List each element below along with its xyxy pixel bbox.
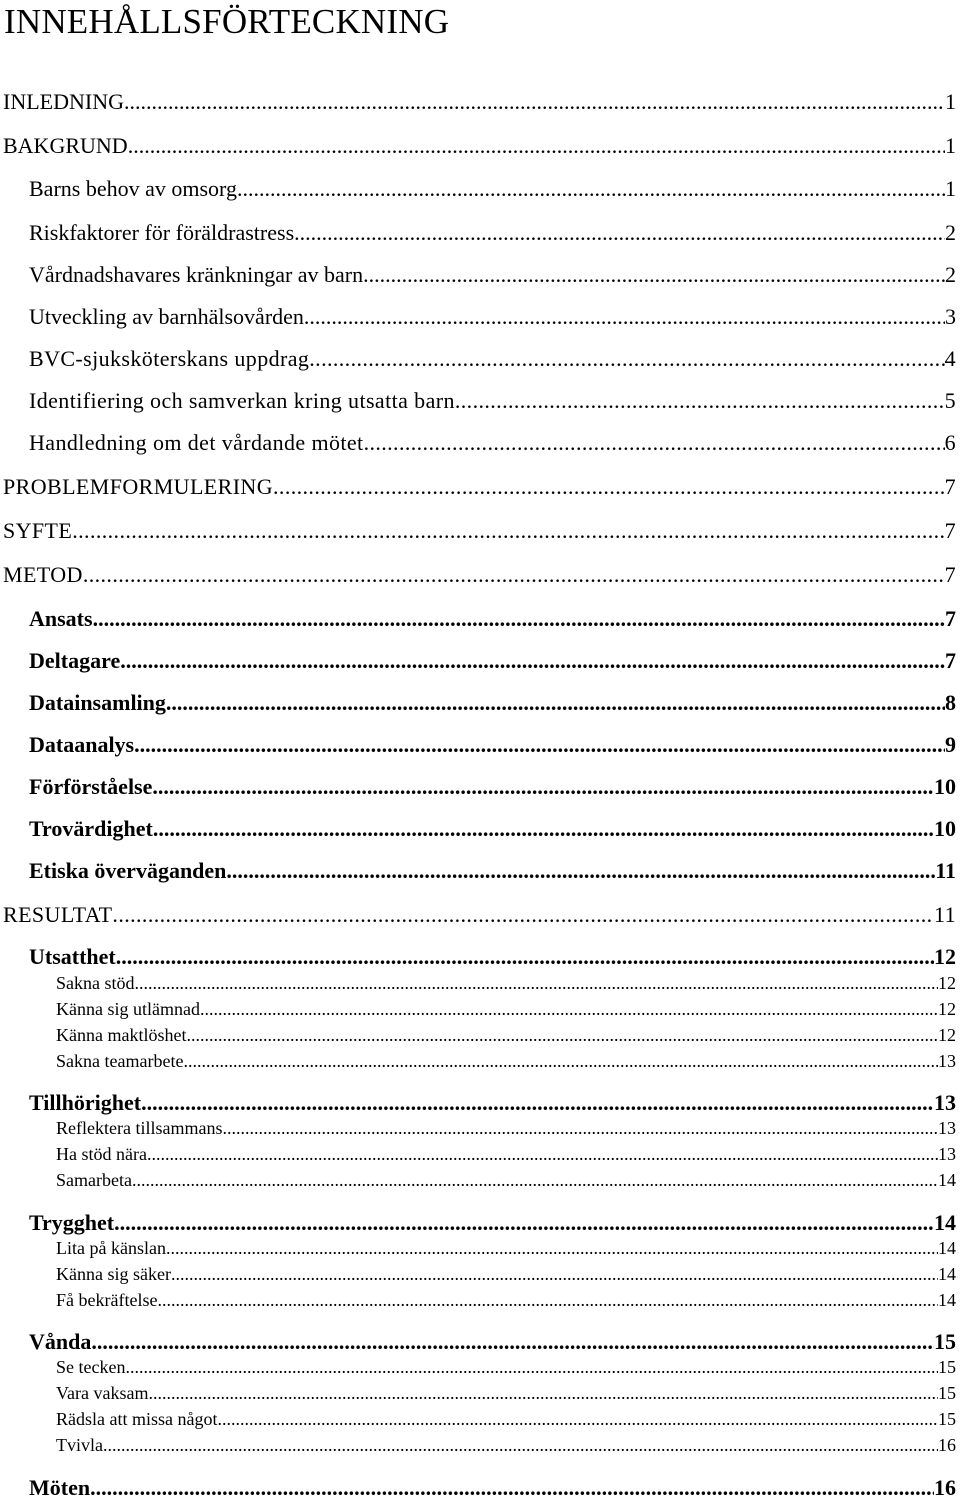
toc-entry[interactable] xyxy=(29,390,956,412)
toc-entry-page-number: 13 xyxy=(938,1144,956,1164)
toc-entry[interactable] xyxy=(29,178,956,200)
toc-entry-label: Vånda xyxy=(29,1329,92,1354)
toc-leader-dots xyxy=(152,776,934,798)
toc-entry-label: Känna maktlöshet xyxy=(56,1025,187,1045)
toc-entry-label: Etiska överväganden xyxy=(29,858,227,883)
toc-entry-page-number: 12 xyxy=(938,999,956,1019)
toc-entry[interactable] xyxy=(56,1239,956,1257)
toc-entry[interactable] xyxy=(29,818,956,840)
toc-leader-dots xyxy=(157,1291,938,1309)
toc-entry[interactable] xyxy=(56,974,956,992)
toc-entry-label: Sakna teamarbete xyxy=(56,1051,184,1071)
toc-leader-dots xyxy=(83,564,945,586)
toc-entry[interactable] xyxy=(29,608,956,630)
toc-entry[interactable] xyxy=(3,135,956,157)
toc-entry-label: Deltagare xyxy=(29,648,121,673)
toc-entry-page-number: 5 xyxy=(944,388,956,413)
toc-entry-label: Utsatthet xyxy=(29,944,116,969)
toc-entry-page-number: 13 xyxy=(938,1051,956,1071)
toc-entry[interactable] xyxy=(29,264,956,286)
toc-entry[interactable] xyxy=(56,1026,956,1044)
toc-entry-label: PROBLEMFORMULERING xyxy=(3,474,274,499)
toc-entry-page-number: 9 xyxy=(945,732,956,757)
toc-entry-label: Identifiering och samverkan kring utsatta barn xyxy=(29,388,455,413)
toc-entry-page-number: 10 xyxy=(934,816,956,841)
toc-entry-label: Trovärdighet xyxy=(29,816,153,841)
toc-entry-page-number: 8 xyxy=(945,690,956,715)
toc-entry-label: Tvivla xyxy=(56,1435,103,1455)
toc-leader-dots xyxy=(200,1000,938,1018)
toc-entry-page-number: 14 xyxy=(938,1290,956,1310)
toc-entry-page-number: 7 xyxy=(945,606,956,631)
toc-leader-dots xyxy=(93,608,945,630)
toc-entry-page-number: 13 xyxy=(934,1090,956,1115)
toc-entry-page-number: 12 xyxy=(934,944,956,969)
toc-leader-dots xyxy=(114,1212,934,1234)
toc-entry[interactable] xyxy=(56,1145,956,1163)
toc-entry-page-number: 13 xyxy=(938,1118,956,1138)
toc-leader-dots xyxy=(91,1331,934,1353)
toc-entry-page-number: 11 xyxy=(934,902,956,927)
toc-entry-page-number: 15 xyxy=(934,1329,956,1354)
toc-leader-dots xyxy=(132,1171,938,1189)
toc-leader-dots xyxy=(304,306,945,328)
page-title: INNEHÅLLSFÖRTECKNING xyxy=(4,2,450,41)
toc-entry[interactable] xyxy=(29,692,956,714)
toc-entry-label: Känna sig säker xyxy=(56,1264,171,1284)
toc-entry-label: Lita på känslan xyxy=(56,1238,166,1258)
toc-entry-page-number: 7 xyxy=(944,474,956,499)
toc-entry[interactable] xyxy=(3,476,956,498)
toc-entry[interactable] xyxy=(56,1291,956,1309)
toc-leader-dots xyxy=(309,348,944,370)
toc-entry-page-number: 3 xyxy=(945,304,956,329)
toc-leader-dots xyxy=(166,1239,938,1257)
toc-entry-page-number: 15 xyxy=(938,1409,956,1429)
toc-entry[interactable] xyxy=(3,564,956,586)
toc-entry[interactable] xyxy=(56,1358,956,1376)
toc-entry-label: BAKGRUND xyxy=(3,133,128,158)
toc-entry-label: BVC-sjuksköterskans uppdrag xyxy=(29,346,310,371)
toc-entry-page-number: 4 xyxy=(944,346,956,371)
toc-leader-dots xyxy=(222,1119,938,1137)
toc-entry[interactable] xyxy=(56,1119,956,1137)
toc-leader-dots xyxy=(135,974,939,992)
toc-entry[interactable] xyxy=(3,91,956,113)
toc-leader-dots xyxy=(120,650,945,672)
toc-leader-dots xyxy=(124,91,945,113)
toc-entry[interactable] xyxy=(29,860,956,882)
toc-entry-page-number: 16 xyxy=(938,1435,956,1455)
toc-entry[interactable] xyxy=(56,1000,956,1018)
toc-entry-label: Vara vaksam xyxy=(56,1383,149,1403)
toc-leader-dots xyxy=(128,135,945,157)
toc-entry[interactable] xyxy=(29,946,956,968)
toc-entry[interactable] xyxy=(56,1410,956,1428)
toc-entry[interactable] xyxy=(29,776,956,798)
toc-leader-dots xyxy=(134,734,945,756)
toc-leader-dots xyxy=(153,818,934,840)
toc-entry-label: Riskfaktorer för föräldrastress xyxy=(29,220,295,245)
toc-entry-label: METOD xyxy=(3,562,83,587)
toc-entry-page-number: 1 xyxy=(945,89,956,114)
toc-entry[interactable] xyxy=(29,1331,956,1353)
toc-entry-page-number: 6 xyxy=(944,430,956,455)
toc-entry-label: Trygghet xyxy=(29,1210,115,1235)
toc-entry-label: Vårdnadshavares kränkningar av barn xyxy=(29,262,364,287)
toc-entry[interactable] xyxy=(29,1092,956,1114)
toc-entry-page-number: 16 xyxy=(934,1475,956,1500)
toc-entry-label: Dataanalys xyxy=(29,732,135,757)
toc-entry-label: Känna sig utlämnad xyxy=(56,999,200,1019)
toc-entry-label: RESULTAT xyxy=(3,902,113,927)
toc-entry-label: Rädsla att missa något xyxy=(56,1409,218,1429)
toc-entry-page-number: 7 xyxy=(944,518,956,543)
toc-leader-dots xyxy=(148,1384,938,1402)
toc-entry-page-number: 14 xyxy=(938,1170,956,1190)
toc-entry-label: Ansats xyxy=(29,606,93,631)
toc-entry-page-number: 14 xyxy=(938,1264,956,1284)
toc-entry-label: Samarbeta xyxy=(56,1170,132,1190)
toc-entry-label: Handledning om det vårdande mötet xyxy=(29,430,364,455)
toc-leader-dots xyxy=(103,1436,938,1454)
toc-leader-dots xyxy=(294,222,945,244)
toc-entry[interactable] xyxy=(29,734,956,756)
toc-entry[interactable] xyxy=(29,348,956,370)
toc-entry[interactable] xyxy=(29,222,956,244)
toc-leader-dots xyxy=(273,476,945,498)
toc-leader-dots xyxy=(226,860,935,882)
toc-leader-dots xyxy=(141,1092,934,1114)
toc-entry[interactable] xyxy=(3,520,956,542)
toc-entry-page-number: 12 xyxy=(938,1025,956,1045)
toc-entry-page-number: 7 xyxy=(945,648,956,673)
toc-entry-page-number: 15 xyxy=(938,1357,956,1377)
toc-entry-page-number: 14 xyxy=(934,1210,956,1235)
toc-entry-page-number: 2 xyxy=(945,220,956,245)
toc-leader-dots xyxy=(90,1477,934,1499)
toc-leader-dots xyxy=(363,264,945,286)
toc-entry-page-number: 7 xyxy=(944,562,956,587)
toc-leader-dots xyxy=(186,1026,938,1044)
toc-leader-dots xyxy=(217,1410,938,1428)
toc-entry[interactable] xyxy=(56,1384,956,1402)
toc-entry-label: Ha stöd nära xyxy=(56,1144,147,1164)
toc-leader-dots xyxy=(125,1358,938,1376)
toc-entry-page-number: 1 xyxy=(945,133,956,158)
toc-leader-dots xyxy=(237,178,945,200)
toc-leader-dots xyxy=(72,520,944,542)
toc-entry-page-number: 10 xyxy=(934,774,956,799)
toc-entry-page-number: 14 xyxy=(938,1238,956,1258)
toc-entry-label: Datainsamling xyxy=(29,690,166,715)
toc-entry[interactable] xyxy=(56,1436,956,1454)
toc-leader-dots xyxy=(455,390,945,412)
toc-leader-dots xyxy=(183,1052,938,1070)
toc-entry[interactable] xyxy=(29,650,956,672)
toc-entry-label: INLEDNING xyxy=(3,89,124,114)
toc-entry[interactable] xyxy=(29,1212,956,1234)
toc-entry-label: SYFTE xyxy=(3,518,73,543)
toc-entry[interactable] xyxy=(56,1265,956,1283)
toc-entry-label: Få bekräftelse xyxy=(56,1290,158,1310)
toc-entry-page-number: 2 xyxy=(945,262,956,287)
toc-entry[interactable] xyxy=(29,432,956,454)
toc-entry-label: Möten xyxy=(29,1475,91,1500)
toc-entry-label: Reflektera tillsammans xyxy=(56,1118,223,1138)
toc-entry[interactable] xyxy=(29,1477,956,1499)
toc-entry-label: Barns behov av omsorg xyxy=(29,176,237,201)
toc-leader-dots xyxy=(171,1265,938,1283)
toc-entry[interactable] xyxy=(29,306,956,328)
toc-entry-label: Tillhörighet xyxy=(29,1090,142,1115)
toc-entry[interactable] xyxy=(56,1052,956,1070)
toc-entry-page-number: 12 xyxy=(938,973,956,993)
toc-entry[interactable] xyxy=(3,904,956,926)
toc-entry-page-number: 15 xyxy=(938,1383,956,1403)
toc-entry-label: Utveckling av barnhälsovården xyxy=(29,304,304,329)
toc-entry-page-number: 1 xyxy=(945,176,956,201)
toc-leader-dots xyxy=(147,1145,938,1163)
toc-entry-label: Se tecken xyxy=(56,1357,126,1377)
toc-leader-dots xyxy=(166,692,945,714)
toc-entry-label: Förförståelse xyxy=(29,774,153,799)
toc-entry[interactable] xyxy=(56,1171,956,1189)
toc-entry-label: Sakna stöd xyxy=(56,973,135,993)
toc-leader-dots xyxy=(364,432,945,454)
toc-entry-page-number: 11 xyxy=(935,858,956,883)
toc-leader-dots xyxy=(112,904,934,926)
toc-leader-dots xyxy=(116,946,934,968)
